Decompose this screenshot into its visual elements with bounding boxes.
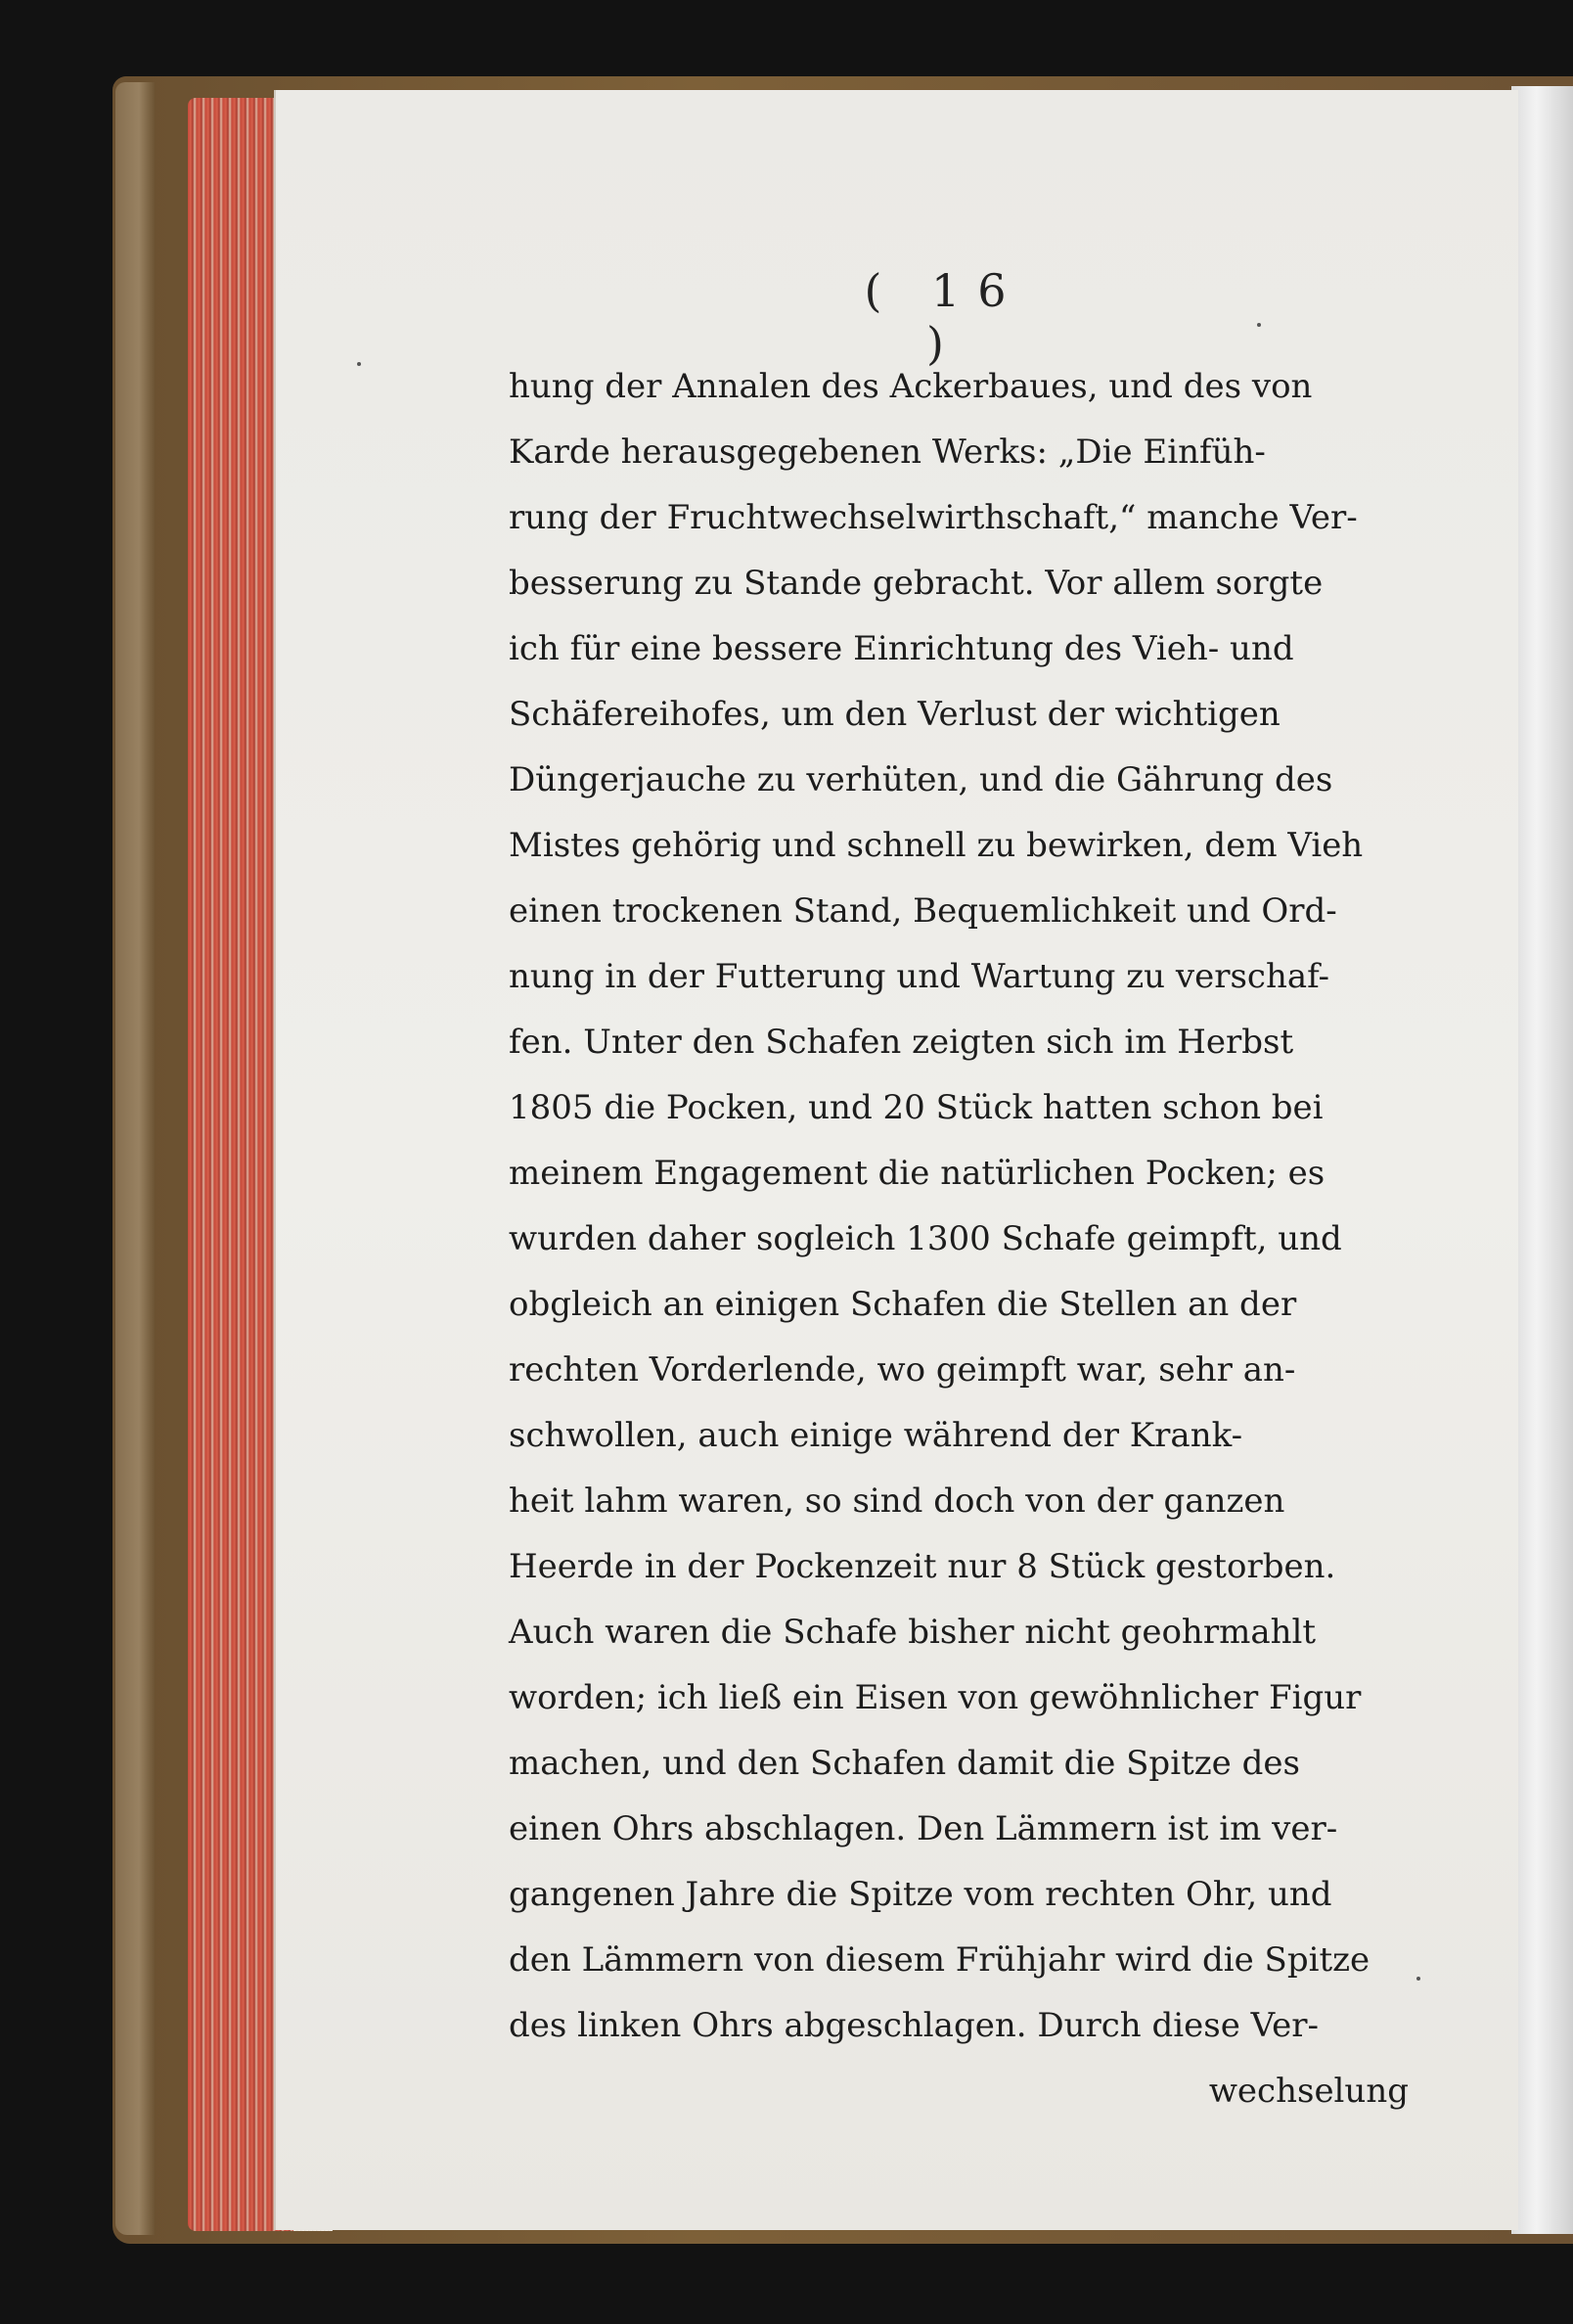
text-line: Heerde in der Pockenzeit nur 8 Stück gestorben.: [509, 1547, 1336, 1586]
text-line: meinem Engagement die natürlichen Pocken; es: [509, 1154, 1326, 1193]
text-line: des linken Ohrs abgeschlagen. Durch diese Ver-: [509, 2006, 1319, 2045]
text-line: wurden daher sogleich 1300 Schafe geimpft, und: [509, 1219, 1342, 1258]
text-line: einen trockenen Stand, Bequemlichkeit und Ord-: [509, 891, 1337, 931]
text-line: den Lämmern von diesem Frühjahr wird die Spitze: [509, 1940, 1371, 1980]
text-line: rung der Fruchtwechselwirthschaft,“ manche Ver-: [509, 498, 1358, 537]
facing-page-edge: [1511, 86, 1573, 2234]
text-line: Mistes gehörig und schnell zu bewirken, dem Vieh: [509, 826, 1364, 865]
body-text: [509, 354, 1409, 2124]
text-line: nung in der Futterung und Wartung zu verschaf-: [509, 957, 1329, 996]
text-line: machen, und den Schafen damit die Spitze des: [509, 1744, 1300, 1783]
text-line: Auch waren die Schafe bisher nicht geohrmahlt: [509, 1613, 1317, 1652]
text-line: 1805 die Pocken, und 20 Stück hatten schon bei: [509, 1088, 1324, 1127]
catchword: wechselung: [1208, 2072, 1409, 2111]
paper-speck: [1416, 1977, 1420, 1981]
text-line: worden; ich ließ ein Eisen von gewöhnlicher Figur: [509, 1678, 1362, 1717]
text-line: heit lahm waren, so sind doch von der ganzen: [509, 1481, 1285, 1521]
text-line: ich für eine bessere Einrichtung des Vieh- und: [509, 629, 1294, 668]
cover-edge: [115, 82, 155, 2235]
text-line: hung der Annalen des Ackerbaues, und des von: [509, 367, 1313, 406]
paper-speck: [1257, 323, 1261, 327]
text-line: fen. Unter den Schafen zeigten sich im Herbst: [509, 1023, 1294, 1062]
text-line: einen Ohrs abschlagen. Den Lämmern ist im ver-: [509, 1809, 1338, 1848]
paper-speck: [357, 362, 361, 366]
text-line: obgleich an einigen Schafen die Stellen an der: [509, 1285, 1297, 1324]
text-line: rechten Vorderlende, wo geimpft war, sehr an-: [509, 1350, 1296, 1390]
text-line: schwollen, auch einige während der Krank-: [509, 1416, 1243, 1455]
text-line: Schäfereihofes, um den Verlust der wichtigen: [509, 695, 1281, 734]
page-number: ( 16 ): [864, 264, 1024, 370]
text-line: gangenen Jahre die Spitze vom rechten Ohr, und: [509, 1875, 1332, 1914]
text-line: Karde herausgegebenen Werks: „Die Einfüh-: [509, 433, 1266, 472]
text-line: besserung zu Stande gebracht. Vor allem sorgte: [509, 564, 1324, 603]
text-line: Düngerjauche zu verhüten, und die Gährung des: [509, 760, 1333, 799]
